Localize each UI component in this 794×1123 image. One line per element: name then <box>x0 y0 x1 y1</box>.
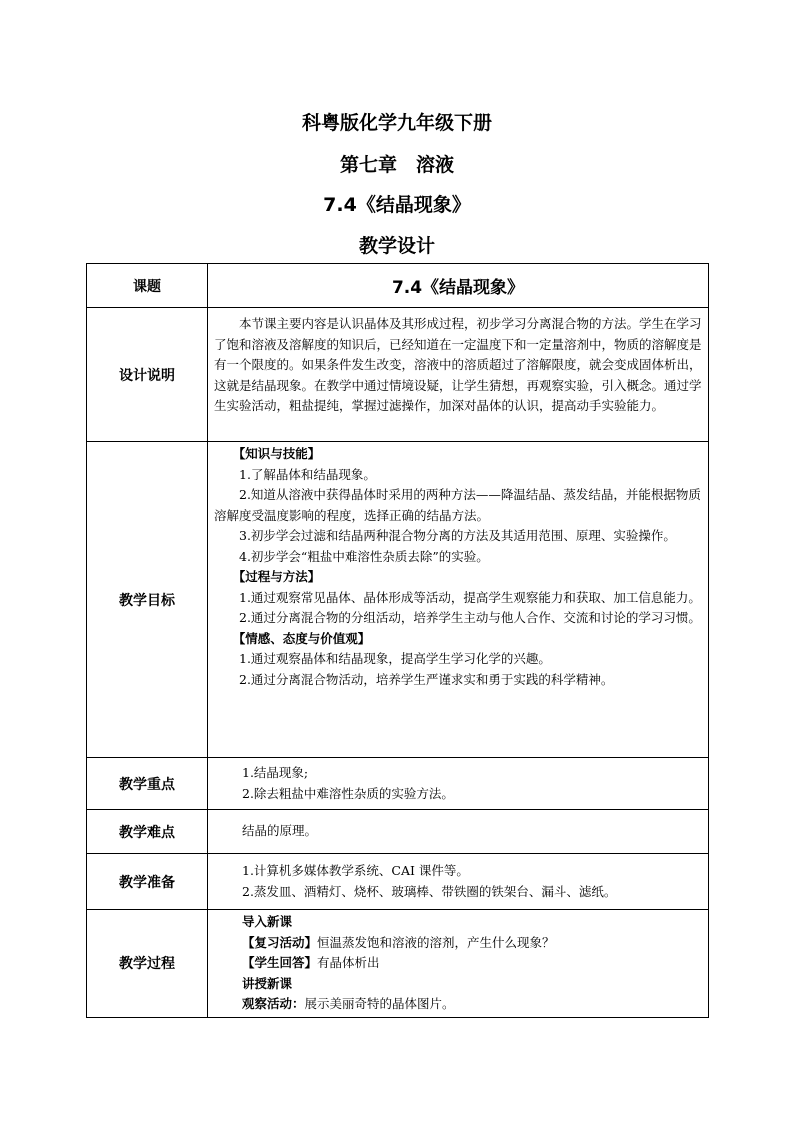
process-intro-heading: 导入新课 <box>242 914 293 929</box>
key-point-1: 1.结晶现象; <box>242 765 309 780</box>
key-point-2: 2.除去粗盐中难溶性杂质的实验方法。 <box>242 785 454 801</box>
topic-label: 课题 <box>87 264 208 308</box>
goal-knowledge-1: 1.了解晶体和结晶现象。 <box>239 466 376 482</box>
observe-activity-text: 展示美丽奇特的晶体图片。 <box>304 996 455 1011</box>
goals-heading-knowledge: 【知识与技能】 <box>232 446 321 461</box>
prep-item-2: 2.蒸发皿、酒精灯、烧杯、玻璃棒、带铁圈的铁架台、漏斗、滤纸。 <box>242 883 617 899</box>
goal-emotion-2: 2.通过分离混合物活动，培养学生严谨求实和勇于实践的科学精神。 <box>239 671 614 687</box>
goals-row <box>87 442 709 758</box>
prep-row <box>87 854 709 910</box>
process-answer-line <box>214 953 702 974</box>
student-answer-tag: 【学生回答】 <box>242 955 318 970</box>
review-activity-text: 恒温蒸发饱和溶液的溶剂，产生什么现象？ <box>317 934 555 950</box>
chapter-title: 第七章 溶液 <box>339 154 454 176</box>
goals-heading-emotion: 【情感、态度与价值观】 <box>232 630 371 646</box>
observe-activity-tag: 观察活动： <box>242 996 305 1011</box>
goal-process-1: 1.通过观察常见晶体、晶体形成等活动，提高学生观察能力和获取、加工信息能力。 <box>239 589 701 605</box>
design-row <box>87 308 709 442</box>
difficulty-point-1: 结晶的原理。 <box>242 823 318 839</box>
review-activity-tag: 【复习活动】 <box>242 934 318 950</box>
process-new-lesson-heading: 讲授新课 <box>242 975 293 991</box>
goals-label: 教学目标 <box>87 442 208 758</box>
prep-label: 教学准备 <box>87 854 208 910</box>
student-answer-text: 有晶体析出 <box>317 955 380 970</box>
design-text: 本节课主要内容是认识晶体及其形成过程，初步学习分离混合物的方法。学生在学习了饱和溶液及溶解度的知识后，已经知道在一定温度下和一定量溶剂中，物质的溶解度是有一个限度的。如果条件发生改变，溶液中的溶质超过了溶解限度，就会变成固体析出，这就是结晶现象。在教学中通过情境设疑，让学生猜想，再观察实验，引入概念。通过学生实验活动，粗盐提纯，掌握过滤操作，加深对晶体的认识，提高动手实验能力。 <box>214 316 702 413</box>
process-label: 教学过程 <box>87 910 208 1018</box>
goal-process-2: 2.通过分离混合物的分组活动，培养学生主动与他人合作、交流和讨论的学习习惯。 <box>239 610 701 625</box>
doc-type-title: 教学设计 <box>358 235 435 257</box>
lesson-plan-table <box>86 263 709 1018</box>
section-title: 7.4《结晶现象》 <box>323 194 471 216</box>
prep-item-1: 1.计算机多媒体教学系统、CAI 课件等。 <box>242 863 469 878</box>
difficulty-row <box>87 810 709 854</box>
book-title: 科粤版化学九年级下册 <box>301 112 492 134</box>
goal-emotion-1: 1.通过观察晶体和结晶现象，提高学生学习化学的兴趣。 <box>239 651 551 666</box>
goals-heading-process: 【过程与方法】 <box>232 569 321 584</box>
process-review-line <box>214 933 702 954</box>
goal-knowledge-2: 2.知道从溶液中获得晶体时采用的两种方法——降温结晶、蒸发结晶，并能根据物质溶解度受温度影响的程度，选择正确的结晶方法。 <box>214 487 701 523</box>
process-row <box>87 910 709 1018</box>
design-label: 设计说明 <box>87 308 208 442</box>
goal-knowledge-3: 3.初步学会过滤和结晶两种混合物分离的方法及其适用范围、原理、实验操作。 <box>239 528 676 543</box>
process-observe-line <box>214 994 702 1015</box>
topic-row <box>87 264 709 308</box>
topic-value: 7.4《结晶现象》 <box>208 264 709 308</box>
difficulty-label: 教学难点 <box>87 810 208 854</box>
goal-knowledge-4: 4.初步学会“粗盐中难溶性杂质去除”的实验。 <box>239 548 489 564</box>
key-label: 教学重点 <box>87 758 208 810</box>
key-row <box>87 758 709 810</box>
